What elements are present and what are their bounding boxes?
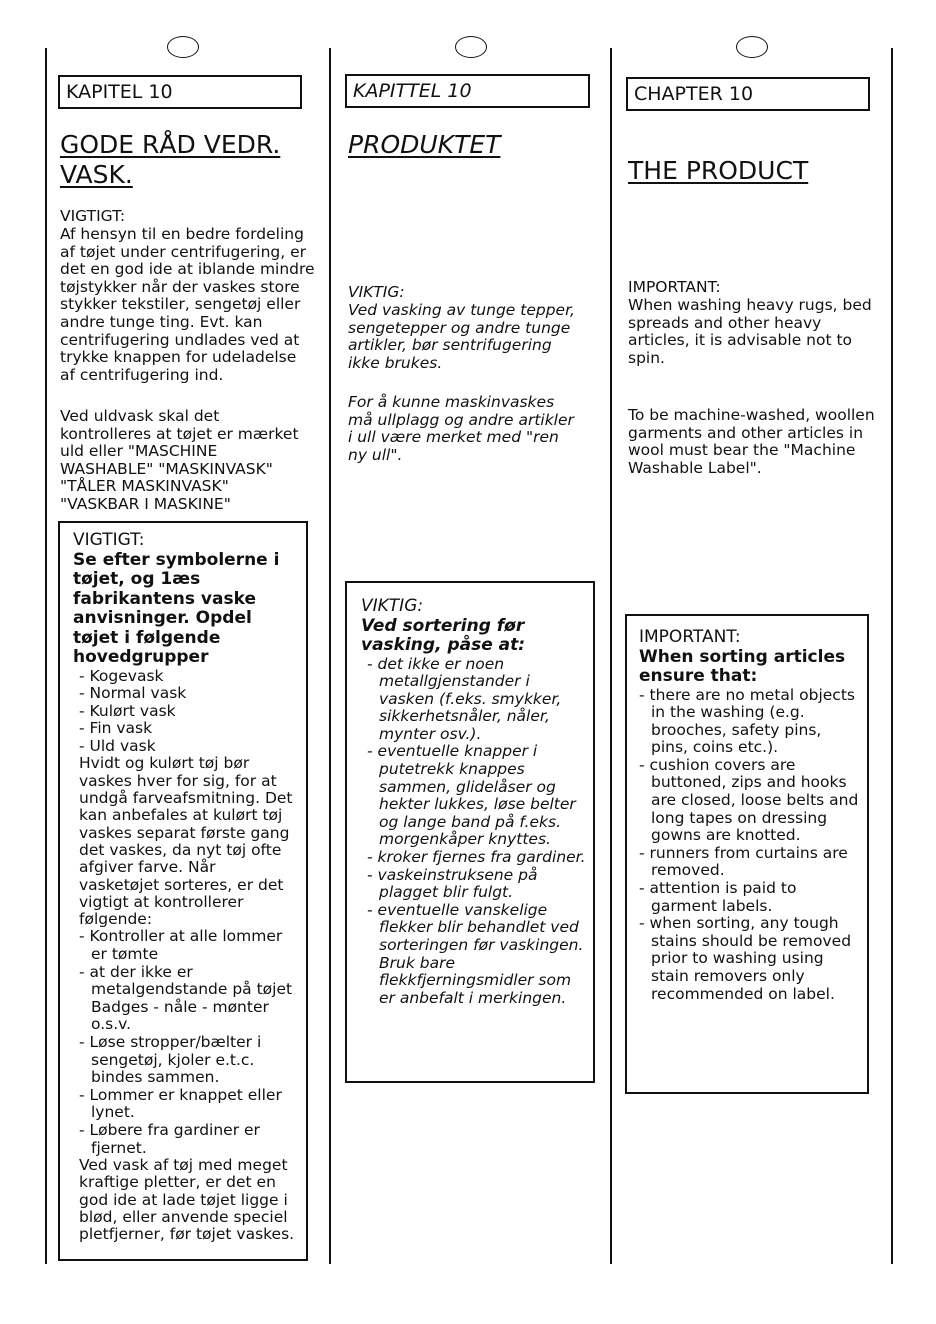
list-item: - Uld vask (79, 738, 300, 756)
list-item: - det ikke er noen metallgjenstander i vasken (f.eks. smykker, sikkerhetsnåler, nåler, mynter osv.). (367, 656, 587, 744)
list-item: - Fin vask (79, 720, 300, 738)
box-paragraph: Hvidt og kulørt tøj bør vaskes hver for sig, for at undgå farveafsmitning. Det kan anbefales at kulørt tøj vaskes separat første gang det vaskes, da nyt tøj ofte afgiver farve. Når vasketøjet sorteres, er det vigtigt at kontrollerer følgende: (79, 754, 293, 929)
important-box (345, 581, 595, 1083)
box-closing: Ved vask af tøj med meget kraftige pletter, er det en god ide at lade tøjet ligge i blød, eller anvende speciel pletfjerner, før tøjet vaskes. (79, 1156, 295, 1244)
paragraph-balance: Af hensyn til en bedre fordeling af tøjet under centrifugering, er det en god ide at iblande mindre tøjstykker når der vaskes store stykker tekstiler, sengetøj eller andre tunge ting. Evt. kan centrifugering undlades ved at trykke knappen for udeladelse af centrifugering ind. (60, 225, 315, 384)
list-item: - Løbere fra gardiner er fjernet. (79, 1122, 300, 1157)
language-mark-danish (167, 36, 199, 58)
paragraph-wool: To be machine-washed, woollen garments and other articles in wool must bear the "Machine Washable Label". (628, 406, 875, 477)
list-item: - runners from curtains are removed. (639, 845, 863, 880)
section-title: GODE RÅD VEDR. VASK. (60, 130, 281, 189)
important-label: IMPORTANT: (628, 278, 721, 296)
list-item: - vaskeinstruksene på plagget blir fulgt. (367, 867, 587, 902)
list-item: - Løse stropper/bælter i sengetøj, kjoler e.t.c. bindes sammen. (79, 1034, 300, 1087)
list-item: - at der ikke er metalgendstande på tøjet Badges - nåle - mønter o.s.v. (79, 964, 300, 1034)
important-label: VIGTIGT: (60, 207, 126, 225)
column-divider-right (891, 48, 893, 1264)
list-item: - eventuelle vanskelige flekker blir behandlet ved sorteringen før vaskingen. Bruk bare flekkfjerningsmidler som er anbefalt i merkingen. (367, 902, 587, 1008)
list-item: - there are no metal objects in the washing (e.g. brooches, safety pins, pins, coins etc.). (639, 687, 863, 757)
box-label: VIKTIG: (361, 596, 424, 616)
section-title: THE PRODUCT (628, 156, 809, 185)
box-heading: Se efter symbolerne i tøjet, og 1æs fabrikantens vaske anvisninger. Opdel tøjet i følgende hovedgrupper (73, 549, 280, 667)
chapter-heading: KAPITTEL 10 (345, 74, 590, 108)
list-item: - kroker fjernes fra gardiner. (367, 849, 587, 867)
column-divider-center-right (610, 48, 612, 1264)
chapter-heading: CHAPTER 10 (626, 77, 870, 111)
list-item: - Kogevask (79, 668, 300, 686)
language-mark-english (736, 36, 768, 58)
important-box (58, 521, 308, 1261)
list-item: - eventuelle knapper i putetrekk knappes sammen, glidelåser og hekter lukkes, løse belter og lange band på f.eks. morgenkåper knyttes. (367, 743, 587, 849)
chapter-heading: KAPITEL 10 (58, 75, 302, 109)
box-heading: When sorting articles ensure that: (639, 646, 846, 686)
list-item: - attention is paid to garment labels. (639, 880, 863, 915)
list-item: - cushion covers are buttoned, zips and hooks are closed, loose belts and long tapes on dressing gowns are knotted. (639, 757, 863, 845)
paragraph-wool: Ved uldvask skal det kontrolleres at tøjet er mærket uld eller "MASCHINE WASHABLE" "MASKINVASK" "TÅLER MASKINVASK" "VASKBAR I MASKINE" (60, 407, 299, 513)
language-mark-norwegian (455, 36, 487, 58)
list-item: - Lommer er knappet eller lynet. (79, 1087, 300, 1122)
column-divider-center-left (329, 48, 331, 1264)
list-item: - Kulørt vask (79, 703, 300, 721)
paragraph-wool: For å kunne maskinvaskes må ullplagg og andre artikler i ull være merket med "ren ny ull". (348, 393, 574, 464)
list-item: - Normal vask (79, 685, 300, 703)
section-title: PRODUKTET (348, 130, 501, 159)
box-heading: Ved sortering før vasking, påse at: (361, 615, 526, 655)
important-label: VIKTIG: (348, 283, 405, 301)
list-item: - Kontroller at alle lommer er tømte (79, 928, 300, 963)
box-label: VIGTIGT: (73, 530, 145, 550)
important-box (625, 614, 869, 1094)
list-item: - when sorting, any tough stains should be removed prior to washing using stain removers only recommended on label. (639, 915, 863, 1003)
box-label: IMPORTANT: (639, 627, 741, 647)
paragraph-spin: Ved vasking av tunge tepper, sengetepper og andre tunge artikler, bør sentrifugering ikke brukes. (348, 301, 575, 372)
column-divider-left (45, 48, 47, 1264)
paragraph-spin: When washing heavy rugs, bed spreads and other heavy articles, it is advisable not to spin. (628, 296, 872, 367)
